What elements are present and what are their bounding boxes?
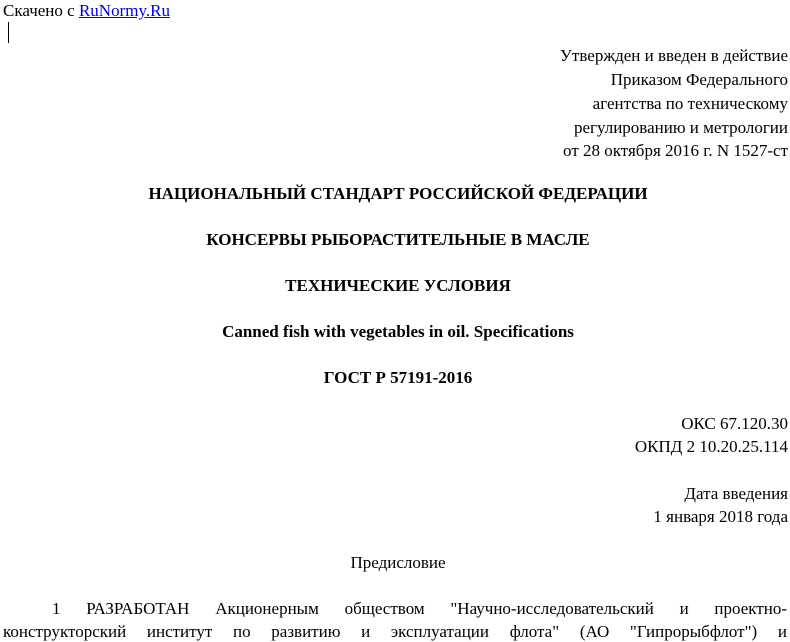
- product-title: КОНСЕРВЫ РЫБОРАСТИТЕЛЬНЫЕ В МАСЛЕ: [206, 230, 590, 249]
- spec-title: ТЕХНИЧЕСКИЕ УСЛОВИЯ: [285, 276, 511, 295]
- approval-line: Приказом Федерального: [610, 70, 788, 89]
- english-title: Canned fish with vegetables in oil. Specifications: [222, 322, 574, 341]
- intro-date-value: 1 января 2018 года: [653, 507, 788, 526]
- foreword-heading: Предисловие: [350, 553, 446, 572]
- intro-date-label: Дата введения: [684, 484, 788, 503]
- foreword-paragraph-line: конструкторский институт по развитию и эксплуатации флота" (АО "Гипрорыбфлот") и: [3, 622, 787, 641]
- okpd-code: ОКПД 2 10.20.25.114: [634, 437, 788, 456]
- foreword-paragraph-line: 1 РАЗРАБОТАН Акционерным обществом "Научно-исследовательский и проектно-: [52, 599, 787, 618]
- gost-number: ГОСТ Р 57191-2016: [323, 368, 473, 387]
- download-source: [3, 1, 170, 21]
- text-cursor: [8, 22, 9, 43]
- approval-line: регулированию и метрологии: [573, 118, 788, 137]
- download-prefix: Скачено с: [3, 1, 75, 20]
- oks-code: ОКС 67.120.30: [681, 414, 788, 433]
- national-standard-title: НАЦИОНАЛЬНЫЙ СТАНДАРТ РОССИЙСКОЙ ФЕДЕРАЦИИ: [148, 184, 648, 203]
- approval-line: агентства по техническому: [592, 94, 788, 113]
- approval-line: от 28 октября 2016 г. N 1527-ст: [563, 141, 788, 160]
- site-link[interactable]: RuNormy.Ru: [78, 1, 170, 20]
- approval-line: Утвержден и введен в действие: [559, 46, 788, 65]
